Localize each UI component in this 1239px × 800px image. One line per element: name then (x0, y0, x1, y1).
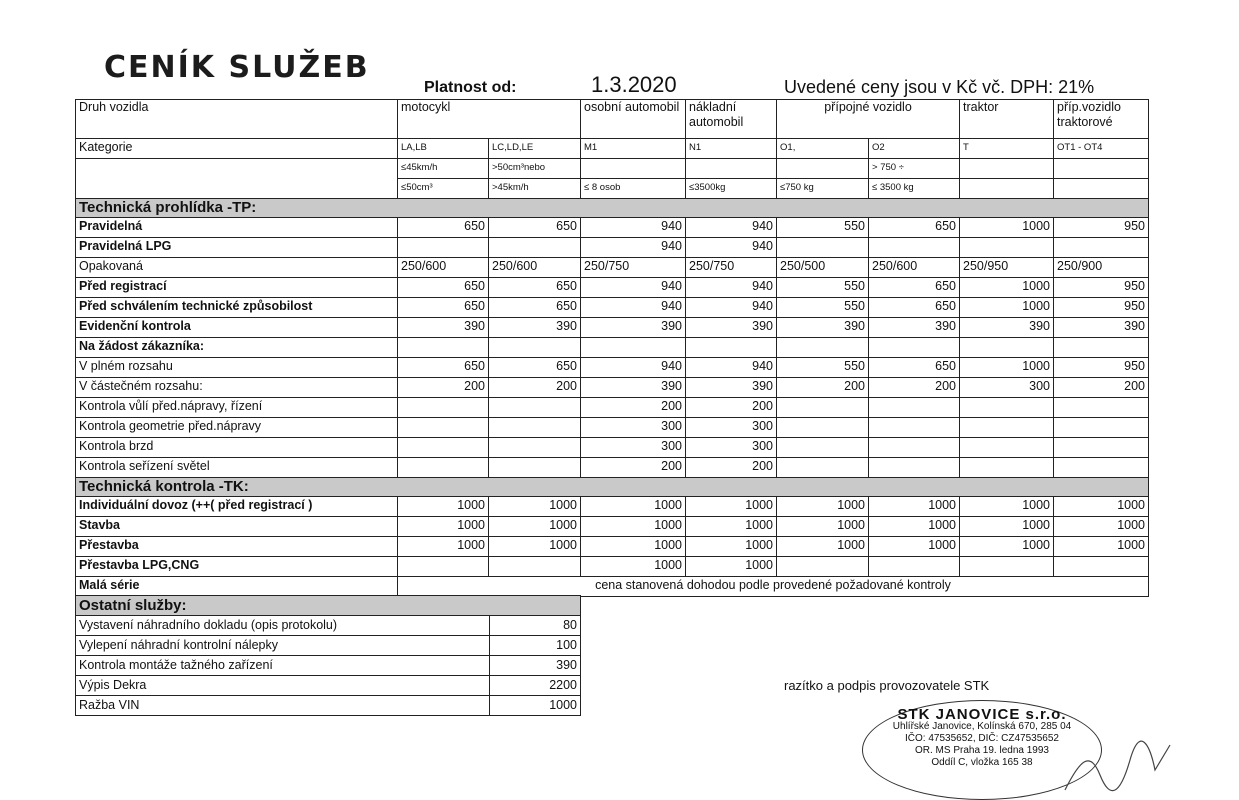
col-traktor: traktor (960, 100, 1054, 139)
price-cell: 1000 (869, 517, 960, 537)
price-cell: 1000 (686, 537, 777, 557)
price-cell: 250/600 (489, 258, 581, 278)
price-cell (489, 338, 581, 358)
service-price: 390 (490, 656, 581, 676)
service-price: 1000 (490, 696, 581, 716)
section-tk (76, 478, 1149, 497)
price-cell: 390 (581, 378, 686, 398)
limit-cell: ≤ 8 osob (581, 179, 686, 199)
vat-note: Uvedené ceny jsou v Kč vč. DPH: 21% (784, 77, 1095, 97)
price-cell: 1000 (960, 497, 1054, 517)
limit-cell: ≤3500kg (686, 179, 777, 199)
price-cell: 650 (489, 218, 581, 238)
category-cell: O2 (869, 139, 960, 159)
table-row (76, 438, 1149, 458)
price-cell: 1000 (686, 497, 777, 517)
price-cell: 390 (1054, 318, 1149, 338)
validity-date: 1.3.2020 (591, 72, 677, 97)
limit-cell: ≤45km/h (398, 159, 489, 179)
document-title: CENÍK SLUŽEB (104, 50, 370, 85)
col-motocykl: motocykl (398, 100, 581, 139)
price-cell: 550 (777, 278, 869, 298)
table-row (76, 696, 581, 716)
table-row (76, 258, 1149, 278)
table-row (76, 218, 1149, 238)
price-cell: 200 (869, 378, 960, 398)
limit-cell: > 750 ÷ (869, 159, 960, 179)
signature-caption: razítko a podpis provozovatele STK (784, 678, 990, 693)
col-osobni: osobní automobil (581, 100, 686, 139)
price-cell: 200 (398, 378, 489, 398)
row-label: Před schválením technické způsobilost (76, 298, 398, 318)
price-cell (777, 418, 869, 438)
price-cell: 200 (777, 378, 869, 398)
price-cell: 650 (489, 358, 581, 378)
price-cell (398, 458, 489, 478)
price-cell: 1000 (581, 517, 686, 537)
price-cell: 1000 (869, 537, 960, 557)
price-cell: 1000 (777, 517, 869, 537)
price-cell: 550 (777, 298, 869, 318)
price-cell: 250/750 (581, 258, 686, 278)
price-cell (777, 338, 869, 358)
price-cell (777, 238, 869, 258)
row-label: Před registrací (76, 278, 398, 298)
service-label: Kontrola montáže tažného zařízení (76, 656, 490, 676)
price-cell: 1000 (581, 557, 686, 577)
row-label: Na žádost zákazníka: (76, 338, 398, 358)
price-cell: 1000 (686, 557, 777, 577)
category-row (76, 139, 1149, 159)
price-cell: 250/900 (1054, 258, 1149, 278)
price-cell (869, 338, 960, 358)
limit-cell: >45km/h (489, 179, 581, 199)
row-label: Individuální dovoz (++( před registrací ) (76, 497, 398, 517)
price-cell: 300 (686, 438, 777, 458)
price-cell: 390 (489, 318, 581, 338)
price-cell: 1000 (960, 298, 1054, 318)
price-cell: 940 (581, 358, 686, 378)
price-cell: 1000 (581, 537, 686, 557)
price-cell: 1000 (398, 537, 489, 557)
table-row (76, 676, 581, 696)
row-label: Kontrola seřízení světel (76, 458, 398, 478)
price-cell: 250/500 (777, 258, 869, 278)
table-row (76, 517, 1149, 537)
price-cell: 300 (581, 438, 686, 458)
row-label: Opakovaná (76, 258, 398, 278)
price-cell: 650 (398, 278, 489, 298)
price-cell: 200 (1054, 378, 1149, 398)
service-label: Vystavení náhradního dokladu (opis protokolu) (76, 616, 490, 636)
section-title: Technická prohlídka -TP: (76, 199, 1149, 218)
price-cell (398, 338, 489, 358)
limit-cell (960, 159, 1054, 179)
price-cell: 940 (581, 278, 686, 298)
table-row (76, 378, 1149, 398)
price-cell (960, 418, 1054, 438)
price-cell: 390 (960, 318, 1054, 338)
price-cell: 250/600 (869, 258, 960, 278)
stamp-line: Oddíl C, vložka 165 38 (931, 757, 1033, 768)
price-cell (960, 238, 1054, 258)
section-title: Technická kontrola -TK: (76, 478, 1149, 497)
limit-cell: ≤ 3500 kg (869, 179, 960, 199)
table-row (76, 458, 1149, 478)
price-cell: 1000 (398, 497, 489, 517)
col-prip-traktor: příp.vozidlo traktorové (1054, 100, 1149, 139)
limit-cell (581, 159, 686, 179)
price-cell: 390 (398, 318, 489, 338)
price-cell (777, 438, 869, 458)
price-cell: 1000 (489, 517, 581, 537)
price-cell: 950 (1054, 278, 1149, 298)
price-cell (869, 438, 960, 458)
price-cell (869, 418, 960, 438)
price-cell: 650 (869, 358, 960, 378)
vehicle-type-label: Druh vozidla (76, 100, 398, 139)
row-label: V plném rozsahu (76, 358, 398, 378)
price-cell: 1000 (777, 537, 869, 557)
col-pripojne: přípojné vozidlo (777, 100, 960, 139)
price-cell: 200 (489, 378, 581, 398)
price-cell: 940 (581, 218, 686, 238)
price-cell: 1000 (686, 517, 777, 537)
price-cell: 650 (869, 278, 960, 298)
price-cell: 650 (489, 298, 581, 318)
table-row (76, 616, 581, 636)
price-cell (1054, 557, 1149, 577)
other-rows (76, 616, 581, 716)
service-price: 80 (490, 616, 581, 636)
price-cell (869, 557, 960, 577)
price-cell: 650 (398, 298, 489, 318)
table-row (76, 418, 1149, 438)
price-cell (1054, 438, 1149, 458)
price-cell: 1000 (960, 278, 1054, 298)
handwritten-signature (1060, 740, 1180, 798)
table-row (76, 636, 581, 656)
price-cell: 250/950 (960, 258, 1054, 278)
price-cell: 550 (777, 218, 869, 238)
price-cell: 1000 (1054, 497, 1149, 517)
category-cell: OT1 - OT4 (1054, 139, 1149, 159)
price-cell: 250/600 (398, 258, 489, 278)
price-cell: 200 (686, 458, 777, 478)
validity-label: Platnost od: (424, 79, 517, 96)
stamp-line: OR. MS Praha 19. ledna 1993 (915, 745, 1049, 756)
other-services-table (75, 595, 581, 716)
row-label: Pravidelná (76, 218, 398, 238)
service-price: 100 (490, 636, 581, 656)
table-row (76, 318, 1149, 338)
category-label: Kategorie (76, 139, 398, 159)
price-cell: 200 (686, 398, 777, 418)
limit-cell: ≤50cm³ (398, 179, 489, 199)
price-cell: 940 (581, 298, 686, 318)
price-cell: 390 (869, 318, 960, 338)
price-cell: 950 (1054, 218, 1149, 238)
price-cell: 200 (581, 398, 686, 418)
price-cell: 390 (777, 318, 869, 338)
small-series-row (76, 577, 1149, 597)
table-row (76, 238, 1149, 258)
price-cell: 1000 (1054, 517, 1149, 537)
service-label: Vylepení náhradní kontrolní nálepky (76, 636, 490, 656)
price-cell: 1000 (869, 497, 960, 517)
price-cell (489, 557, 581, 577)
price-cell: 1000 (960, 358, 1054, 378)
price-cell (489, 398, 581, 418)
price-cell: 1000 (1054, 537, 1149, 557)
price-cell (960, 338, 1054, 358)
price-cell: 950 (1054, 298, 1149, 318)
row-label: Kontrola brzd (76, 438, 398, 458)
price-table (75, 99, 1149, 597)
price-cell (489, 238, 581, 258)
small-series-note: cena stanovená dohodou podle provedené požadované kontroly (398, 577, 1149, 597)
category-cell: T (960, 139, 1054, 159)
price-cell (869, 238, 960, 258)
category-cell: O1, (777, 139, 869, 159)
price-cell (777, 557, 869, 577)
price-cell: 250/750 (686, 258, 777, 278)
table-row (76, 656, 581, 676)
price-cell: 1000 (960, 218, 1054, 238)
row-label: V částečném rozsahu: (76, 378, 398, 398)
row-label: Evidenční kontrola (76, 318, 398, 338)
price-cell (960, 398, 1054, 418)
price-cell: 300 (960, 378, 1054, 398)
row-label: Přestavba (76, 537, 398, 557)
price-cell (398, 438, 489, 458)
col-nakladni: nákladní automobil (686, 100, 777, 139)
tk-rows (76, 497, 1149, 577)
price-cell (686, 338, 777, 358)
price-cell: 940 (686, 218, 777, 238)
price-cell (1054, 418, 1149, 438)
price-cell (960, 557, 1054, 577)
section-other (76, 596, 581, 616)
price-cell: 940 (686, 278, 777, 298)
price-cell: 650 (869, 218, 960, 238)
limit-cell (1054, 159, 1149, 179)
service-label: Výpis Dekra (76, 676, 490, 696)
limit-cell: >50cm³nebo (489, 159, 581, 179)
price-cell (398, 557, 489, 577)
price-cell (869, 398, 960, 418)
price-cell: 1000 (960, 517, 1054, 537)
price-cell: 650 (398, 218, 489, 238)
price-cell (777, 458, 869, 478)
section-title: Ostatní služby: (76, 596, 581, 616)
stamp-name: STK JANOVICE s.r.o. (897, 706, 1067, 723)
category-cell: M1 (581, 139, 686, 159)
table-row (76, 557, 1149, 577)
service-price: 2200 (490, 676, 581, 696)
price-cell (489, 458, 581, 478)
price-cell (398, 398, 489, 418)
row-label: Kontrola vůlí před.nápravy, řízení (76, 398, 398, 418)
price-cell: 940 (686, 238, 777, 258)
price-cell: 1000 (777, 497, 869, 517)
price-cell (1054, 398, 1149, 418)
price-cell: 940 (686, 358, 777, 378)
price-cell (398, 418, 489, 438)
table-row (76, 358, 1149, 378)
price-cell: 1000 (489, 537, 581, 557)
table-row (76, 497, 1149, 517)
tp-rows (76, 218, 1149, 478)
price-cell (398, 238, 489, 258)
price-cell (777, 398, 869, 418)
stamp-line: Uhlířské Janovice, Kolínská 670, 285 04 (892, 721, 1072, 732)
price-cell: 1000 (581, 497, 686, 517)
price-cell: 650 (489, 278, 581, 298)
table-row (76, 298, 1149, 318)
price-cell (960, 438, 1054, 458)
row-label: Stavba (76, 517, 398, 537)
price-cell (581, 338, 686, 358)
service-label: Ražba VIN (76, 696, 490, 716)
price-cell: 650 (398, 358, 489, 378)
table-row (76, 398, 1149, 418)
price-cell: 300 (686, 418, 777, 438)
price-cell (489, 418, 581, 438)
table-row (76, 278, 1149, 298)
price-cell: 390 (686, 378, 777, 398)
price-cell: 200 (581, 458, 686, 478)
price-cell (1054, 338, 1149, 358)
table-row (76, 537, 1149, 557)
price-cell (869, 458, 960, 478)
price-cell: 390 (581, 318, 686, 338)
row-label: Pravidelná LPG (76, 238, 398, 258)
price-cell: 1000 (489, 497, 581, 517)
limits-row (76, 159, 1149, 179)
price-cell: 300 (581, 418, 686, 438)
price-cell (489, 438, 581, 458)
table-row (76, 338, 1149, 358)
price-cell: 1000 (398, 517, 489, 537)
row-label: Kontrola geometrie před.nápravy (76, 418, 398, 438)
price-cell: 1000 (960, 537, 1054, 557)
limit-cell (777, 159, 869, 179)
category-cell: N1 (686, 139, 777, 159)
price-cell: 950 (1054, 358, 1149, 378)
limit-cell (1054, 179, 1149, 199)
category-cell: LA,LB (398, 139, 489, 159)
price-cell (1054, 458, 1149, 478)
row-label: Přestavba LPG,CNG (76, 557, 398, 577)
price-cell: 940 (581, 238, 686, 258)
price-cell: 650 (869, 298, 960, 318)
price-cell: 550 (777, 358, 869, 378)
price-cell (1054, 238, 1149, 258)
price-cell: 940 (686, 298, 777, 318)
vehicle-type-row (76, 100, 1149, 139)
limit-cell: ≤750 kg (777, 179, 869, 199)
stamp-line: IČO: 47535652, DIČ: CZ47535652 (905, 733, 1059, 744)
price-cell (960, 458, 1054, 478)
limit-cell (960, 179, 1054, 199)
price-cell: 390 (686, 318, 777, 338)
small-series-label: Malá série (76, 577, 398, 597)
category-cell: LC,LD,LE (489, 139, 581, 159)
limit-cell (686, 159, 777, 179)
section-tp (76, 199, 1149, 218)
